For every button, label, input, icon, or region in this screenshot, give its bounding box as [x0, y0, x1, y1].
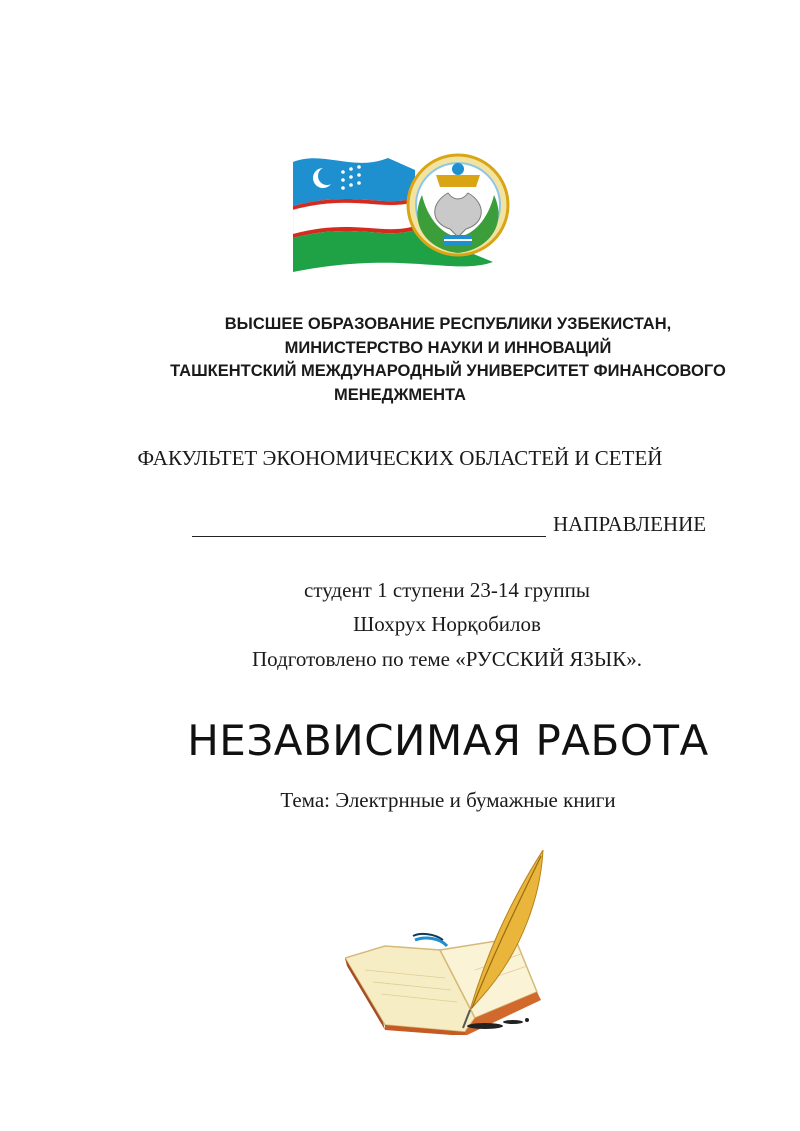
header-line-1: ВЫСШЕЕ ОБРАЗОВАНИЕ РЕСПУБЛИКИ УЗБЕКИСТАН,: [224, 315, 672, 333]
student-group: студент 1 ступени 23-14 группы: [304, 578, 590, 602]
header-line-4: МЕНЕДЖМЕНТА: [334, 386, 466, 404]
header-line-2: МИНИСТЕРСТВО НАУКИ И ИННОВАЦИЙ: [284, 339, 612, 357]
direction-label: НАПРАВЛЕНИЕ: [553, 512, 707, 536]
open-book-with-quill-icon: [345, 850, 545, 1035]
coat-of-arms-icon: [408, 155, 508, 255]
header-line-3: ТАШКЕНТСКИЙ МЕЖДУНАРОДНЫЙ УНИВЕРСИТЕТ ФИНАНСОВОГО: [170, 362, 726, 380]
subject-line: Тема: Электрнные и бумажные книги: [280, 788, 616, 812]
faculty-title: ФАКУЛЬТЕТ ЭКОНОМИЧЕСКИХ ОБЛАСТЕЙ И СЕТЕЙ: [137, 446, 663, 470]
student-name: Шохрух Норқобилов: [353, 612, 541, 636]
work-title: НЕЗАВИСИМАЯ РАБОТА: [187, 716, 709, 765]
topic-line: Подготовлено по теме «РУССКИЙ ЯЗЫК».: [252, 647, 642, 671]
direction-blank-line: [192, 536, 546, 537]
uzbekistan-emblem-icon: [293, 150, 515, 276]
